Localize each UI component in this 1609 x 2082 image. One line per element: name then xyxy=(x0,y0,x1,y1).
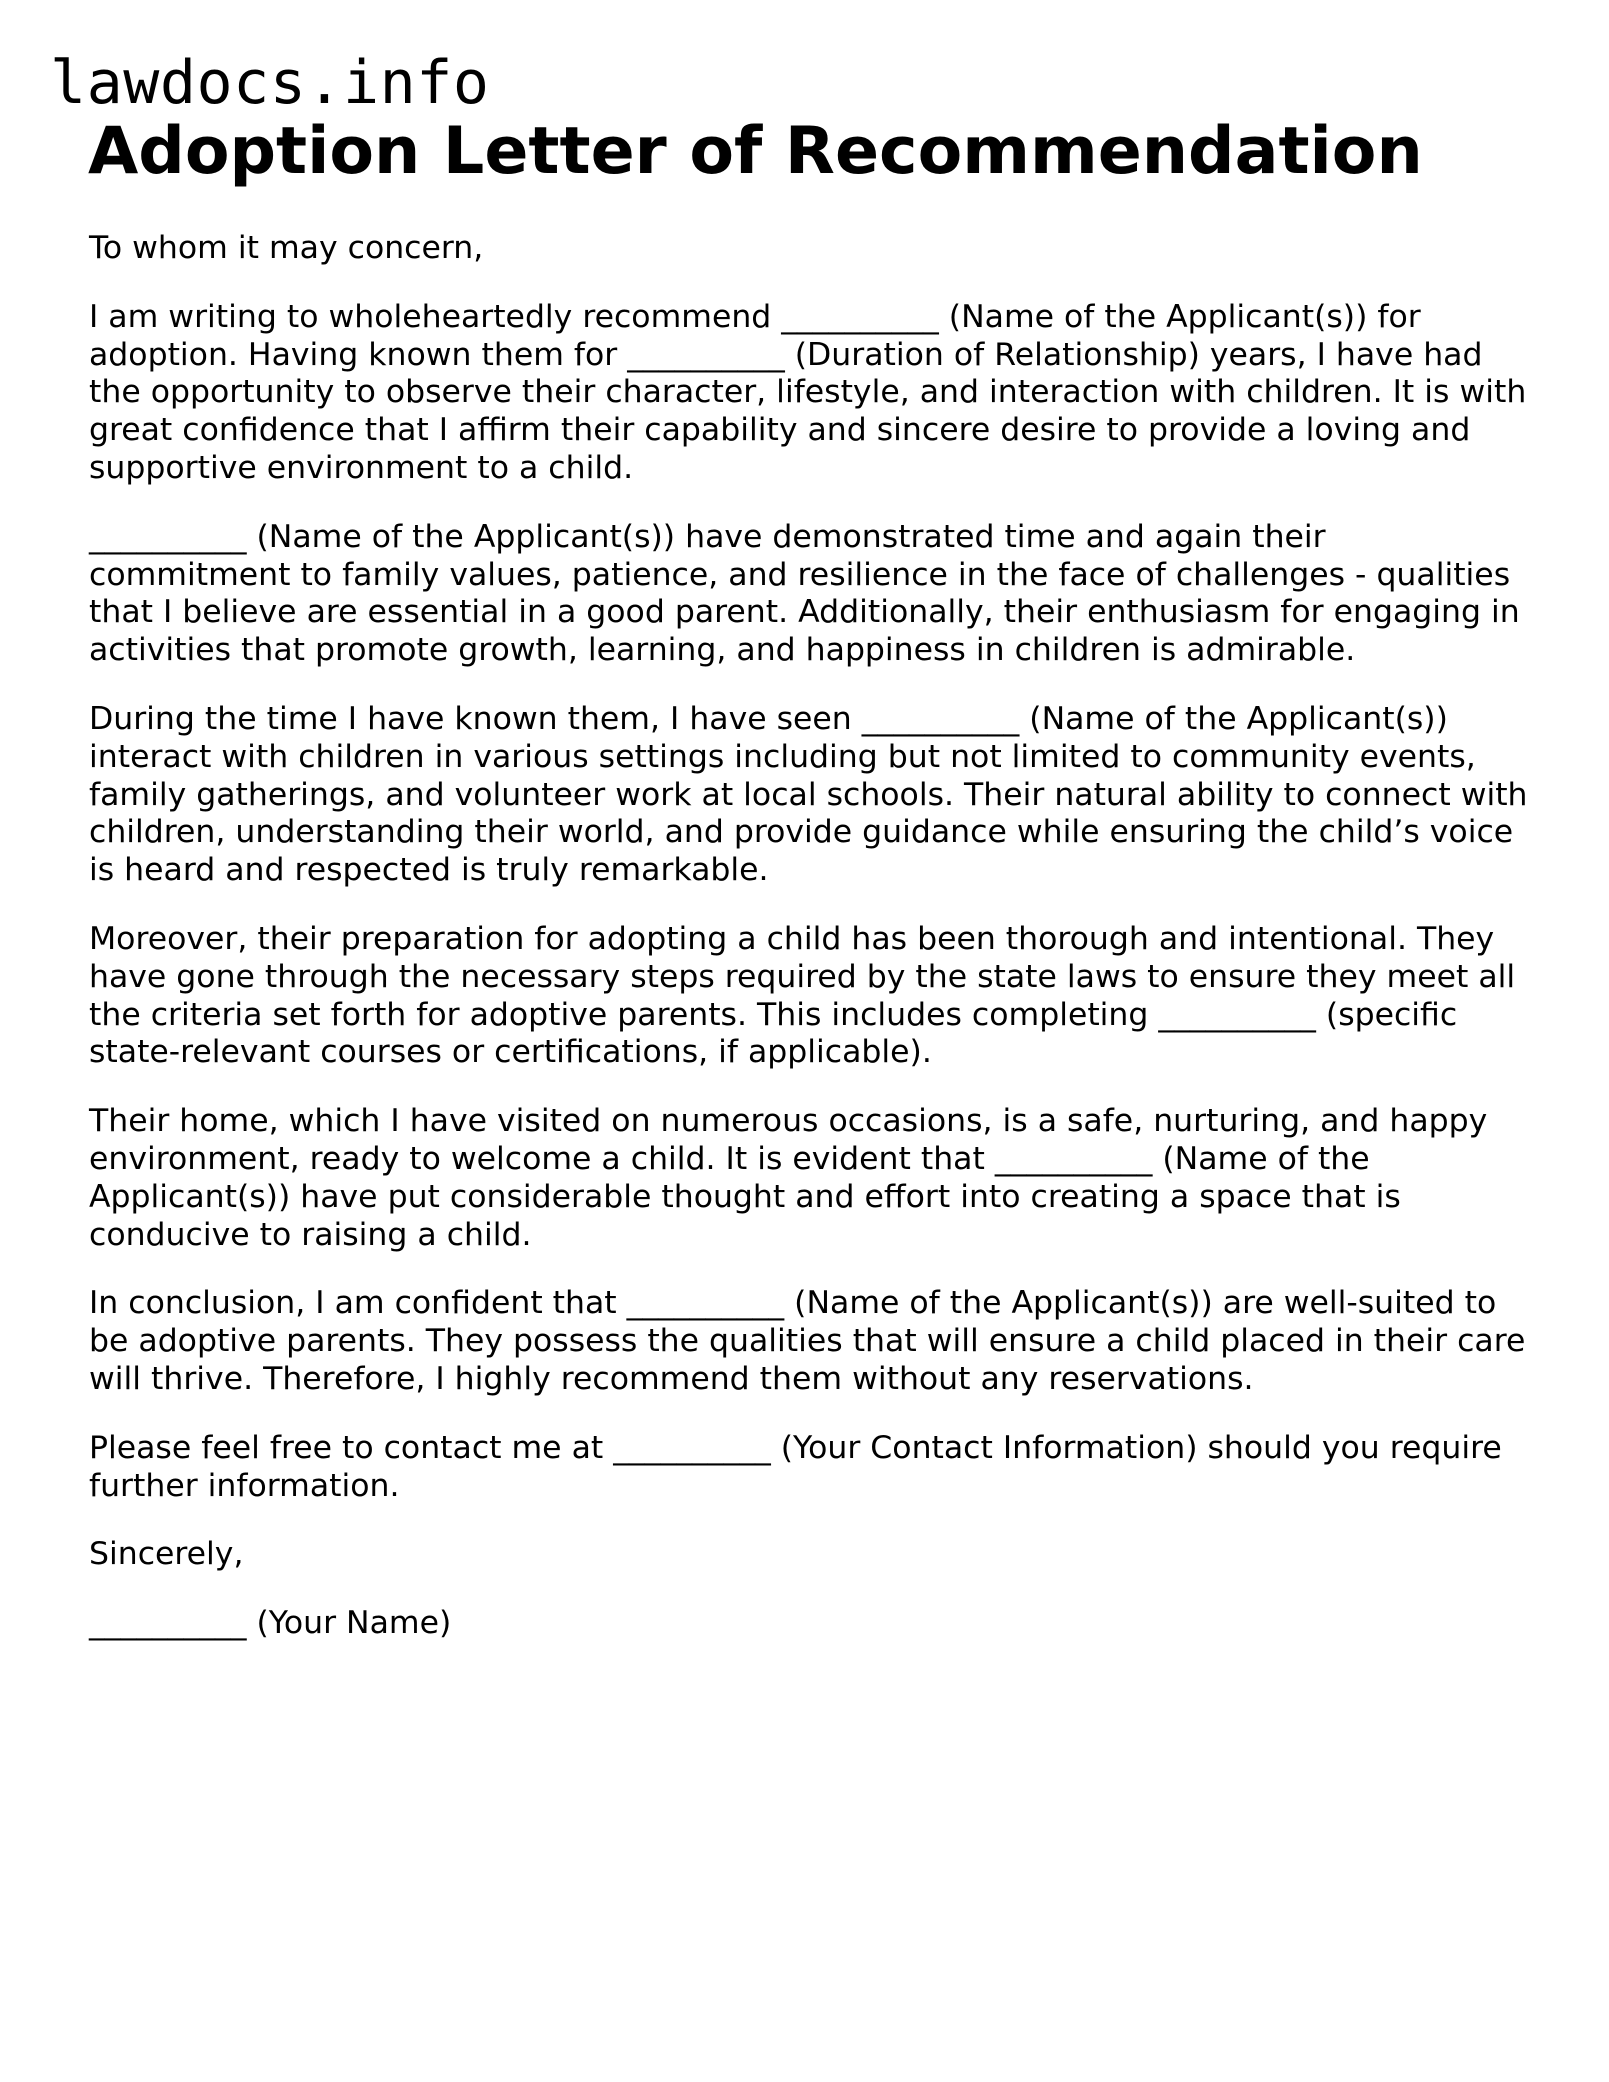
letter-closing: Sincerely, xyxy=(89,1536,244,1573)
paragraph-preparation: Moreover, their preparation for adopting a child has been thorough and intentional. They have gone through the necessary steps required by the state laws to ensure they meet all the criteria set forth for adoptive parents. This includes completing __________ (specific state-relevant courses or certifications, if applicable). xyxy=(89,920,1516,1071)
paragraph-conclusion: In conclusion, I am confident that __________ (Name of the Applicant(s)) are well-suited to be adoptive parents. They possess the qualities that will ensure a child placed in their care will thrive. Therefore, I highly recommend them without any reservations. xyxy=(89,1285,1526,1397)
page-title: Adoption Letter of Recommendation xyxy=(88,114,1423,189)
paragraph-commitment: __________ (Name of the Applicant(s)) have demonstrated time and again their commitment to family values, patience, and resilience in the face of challenges - qualities that I believe are essential in a good parent. Additionally, their enthusiasm for engaging in activities that promote growth, learning, and happiness in children is admirable. xyxy=(89,518,1520,669)
letter-body xyxy=(89,230,1529,1674)
site-watermark: lawdocs.info xyxy=(50,48,490,118)
paragraph-contact: Please feel free to contact me at __________ (Your Contact Information) should you require further information. xyxy=(89,1429,1502,1504)
paragraph-recommendation: I am writing to wholeheartedly recommend __________ (Name of the Applicant(s)) for adoption. Having known them for __________ (Duration of Relationship) years, I have had the opportunity to observe their character, lifestyle, and interaction with children. It is with great confidence that I affirm their capability and sincere desire to provide a loving and supportive environment to a child. xyxy=(89,298,1527,486)
paragraph-interaction: During the time I have known them, I have seen __________ (Name of the Applicant(s)) interact with children in various settings including but not limited to community events, family gatherings, and volunteer work at local schools. Their natural ability to connect with children, understanding their world, and provide guidance while ensuring the child’s voice is heard and respected is truly remarkable. xyxy=(89,700,1528,889)
letter-signature: __________ (Your Name) xyxy=(89,1605,452,1642)
paragraph-home: Their home, which I have visited on numerous occasions, is a safe, nurturing, and happy environment, ready to welcome a child. It is evident that __________ (Name of the Applicant(s)) have put considerable thought and effort into creating a space that is conducive to raising a child. xyxy=(89,1103,1488,1253)
letter-salutation: To whom it may concern, xyxy=(89,230,484,266)
